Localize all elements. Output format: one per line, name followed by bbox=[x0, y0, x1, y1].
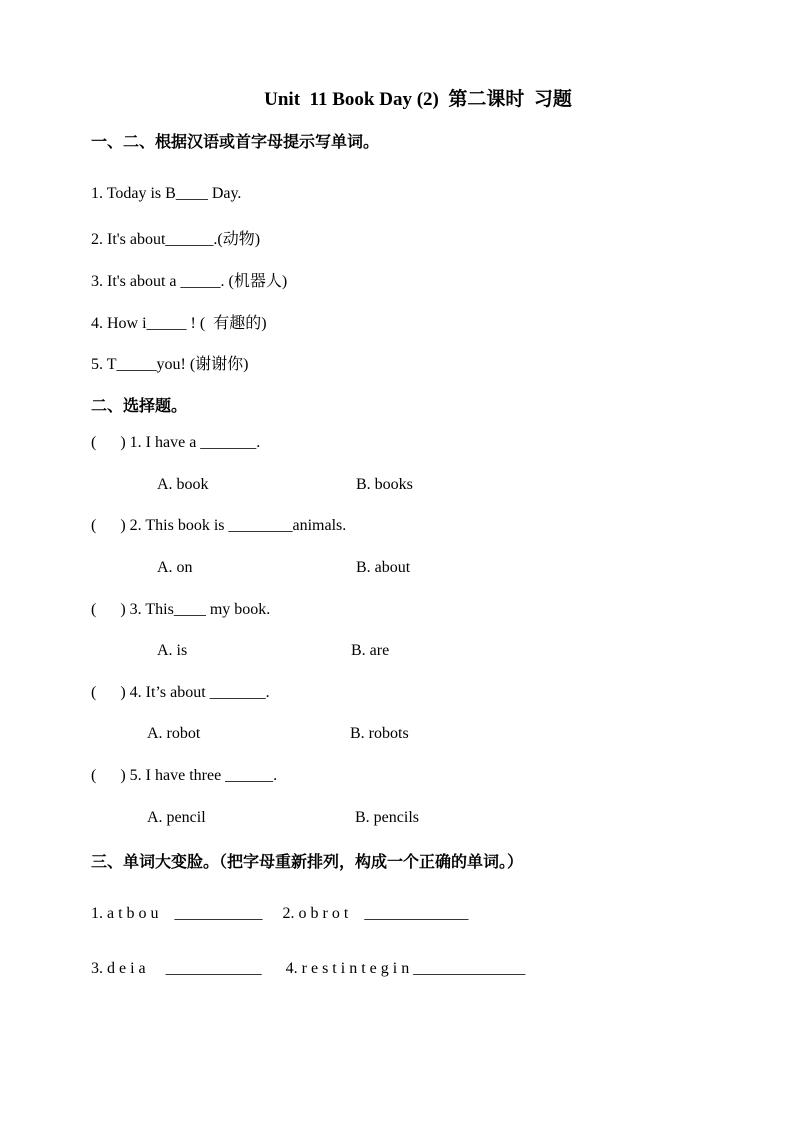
worksheet-title: Unit 11 Book Day (2) 第二课时 习题 bbox=[264, 89, 572, 110]
choice-option-1a: A. book bbox=[157, 476, 209, 493]
choice-question-2: ( ) 2. This book is ________animals. bbox=[91, 517, 347, 534]
fill-item-5: 5. T_____you! (谢谢你) bbox=[91, 356, 249, 373]
section2-heading: 二、选择题。 bbox=[91, 398, 188, 415]
fill-item-4: 4. How i_____ ! ( 有趣的) bbox=[91, 315, 267, 332]
choice-option-4b: B. robots bbox=[350, 725, 409, 742]
choice-option-3a: A. is bbox=[157, 642, 188, 659]
section3-heading: 三、单词大变脸。（把字母重新排列，构成一个正确的单词。） bbox=[91, 854, 524, 871]
choice-option-2b: B. about bbox=[356, 559, 411, 576]
fill-item-1: 1. Today is B____ Day. bbox=[91, 185, 242, 202]
choice-option-1b: B. books bbox=[356, 476, 413, 493]
choice-option-5a: A. pencil bbox=[147, 809, 206, 826]
choice-question-5: ( ) 5. I have three ______. bbox=[91, 767, 278, 784]
fill-item-3: 3. It's about a _____. (机器人) bbox=[91, 273, 288, 290]
choice-question-1: ( ) 1. I have a _______. bbox=[91, 434, 261, 451]
choice-option-2a: A. on bbox=[157, 559, 193, 576]
choice-option-4a: A. robot bbox=[147, 725, 201, 742]
scramble-row-1: 1. a t b o u ___________ 2. o b r o t _____________ bbox=[91, 905, 469, 922]
choice-question-4: ( ) 4. It’s about _______. bbox=[91, 684, 270, 701]
scramble-row-2: 3. d e i a ____________ 4. r e s t i n t e g i n ______________ bbox=[91, 960, 526, 977]
choice-option-3b: B. are bbox=[351, 642, 390, 659]
section1-heading: 一、二、根据汉语或首字母提示写单词。 bbox=[91, 134, 380, 151]
choice-option-5b: B. pencils bbox=[355, 809, 419, 826]
choice-question-3: ( ) 3. This____ my book. bbox=[91, 601, 271, 618]
fill-item-2: 2. It's about______.(动物) bbox=[91, 231, 261, 248]
